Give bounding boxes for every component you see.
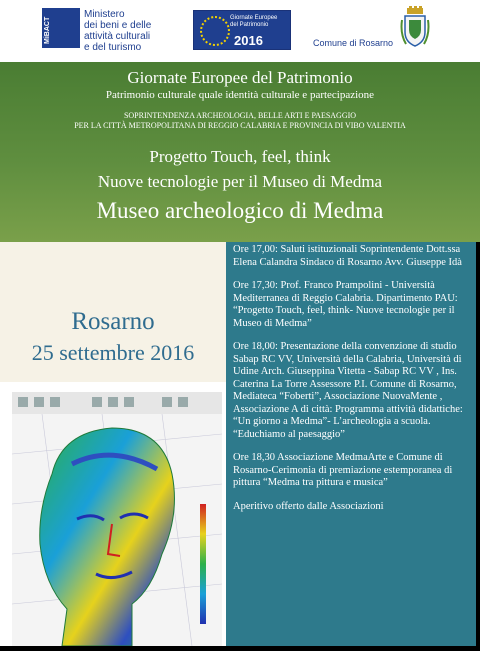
program-text: : Saluti istituzionali Soprintendente Dott.ssa Elena Calandra Sindaco di Rosarno Avv. Giuseppe Idà bbox=[233, 244, 462, 268]
toolbar-icon bbox=[178, 397, 188, 407]
toolbar-icon bbox=[50, 397, 60, 407]
program-closing: Aperitivo offerto dalle Associazioni bbox=[233, 500, 384, 512]
program-time: Ore 17,30 bbox=[233, 280, 275, 291]
mibac-logo bbox=[42, 8, 80, 48]
office-line: PER LA CITTÀ METROPOLITANA DI REGGIO CALABRIA E PROVINCIA DI VIBO VALENTIA bbox=[74, 121, 406, 130]
mibac-abbr: MiBACT bbox=[44, 16, 51, 44]
project-subtitle: Nuove tecnologie per il Museo di Medma bbox=[97, 172, 383, 191]
program-time: Ore 18,30 bbox=[233, 452, 275, 463]
eu-logo-line: del Patrimonio bbox=[230, 22, 269, 28]
toolbar-icon bbox=[18, 397, 28, 407]
toolbar-icon bbox=[34, 397, 44, 407]
crest-icon bbox=[400, 6, 430, 50]
event-date: 25 settembre 2016 bbox=[31, 340, 195, 365]
comune-name: Comune di Rosarno bbox=[313, 38, 394, 48]
program-list bbox=[233, 244, 473, 524]
toolbar-icon bbox=[92, 397, 102, 407]
eu-logo-line: Giornate Europee bbox=[230, 15, 278, 21]
mibac-line: dei beni e delle bbox=[84, 20, 152, 31]
head-scan-image bbox=[12, 414, 222, 646]
project-title: Progetto Touch, feel, think bbox=[149, 147, 331, 166]
mibac-line: Ministero bbox=[84, 9, 125, 20]
mibac-name bbox=[84, 9, 194, 53]
date-panel bbox=[0, 242, 226, 382]
eu-logo-text bbox=[230, 15, 277, 29]
program-item bbox=[233, 452, 473, 490]
event-title: Giornate Europee del Patrimonio bbox=[127, 68, 353, 87]
program-text: : Presentazione della convenzione di studio Sabap RC VV, Università della Calabria, Università di Udine Arch. Giuseppina Vitetta - Sabap RC VV , Ins. Caterina La Torre Assessore P.I. Comune di Rosarno, Mediateca “Foberti”, Associazione NuovaMente , Associazione A di città: Programma attività didattiche: “Un giorno a Medma”- L’archeologia a scuola. “Educhiamo al paesaggio” bbox=[233, 341, 463, 440]
toolbar-icon bbox=[124, 397, 134, 407]
scan-screenshot bbox=[0, 382, 226, 646]
program-item bbox=[233, 244, 473, 269]
museum-name: Museo archeologico di Medma bbox=[96, 198, 384, 223]
office-line: SOPRINTENDENZA ARCHEOLOGIA, BELLE ARTI E PAESAGGIO bbox=[123, 111, 357, 120]
eu-logo-year: 2016 bbox=[234, 33, 263, 48]
software-toolbar bbox=[12, 392, 222, 415]
eu-stars-icon bbox=[200, 16, 230, 46]
eu-heritage-days-logo bbox=[193, 10, 291, 50]
program-item bbox=[233, 280, 473, 330]
logo-bar bbox=[0, 0, 480, 62]
program-time: Ore 17,00 bbox=[233, 244, 275, 255]
program-text: Associazione MedmaArte e Comune di Rosarno-Cerimonia di premiazione estemporanea di pittura “Medma tra pittura e musica” bbox=[233, 452, 453, 488]
program-item bbox=[233, 501, 473, 514]
header-banner bbox=[0, 62, 480, 242]
toolbar-icon bbox=[162, 397, 172, 407]
3d-model-view bbox=[12, 414, 222, 646]
event-place: Rosarno bbox=[71, 308, 155, 335]
program-item bbox=[233, 341, 473, 441]
program-text: : Prof. Franco Prampolini - Università Mediterranea di Reggio Calabria. Dipartimento PAU: “Progetto Touch, feel, think- Nuove tecnologie per il Museo di Medma” bbox=[233, 280, 458, 329]
mibac-line: attività culturali bbox=[84, 31, 151, 42]
mibac-line: e del turismo bbox=[84, 42, 142, 53]
toolbar-icon bbox=[108, 397, 118, 407]
program-time: Ore 18,00 bbox=[233, 341, 275, 352]
event-subtitle: Patrimonio culturale quale identità culturale e partecipazione bbox=[105, 89, 375, 101]
